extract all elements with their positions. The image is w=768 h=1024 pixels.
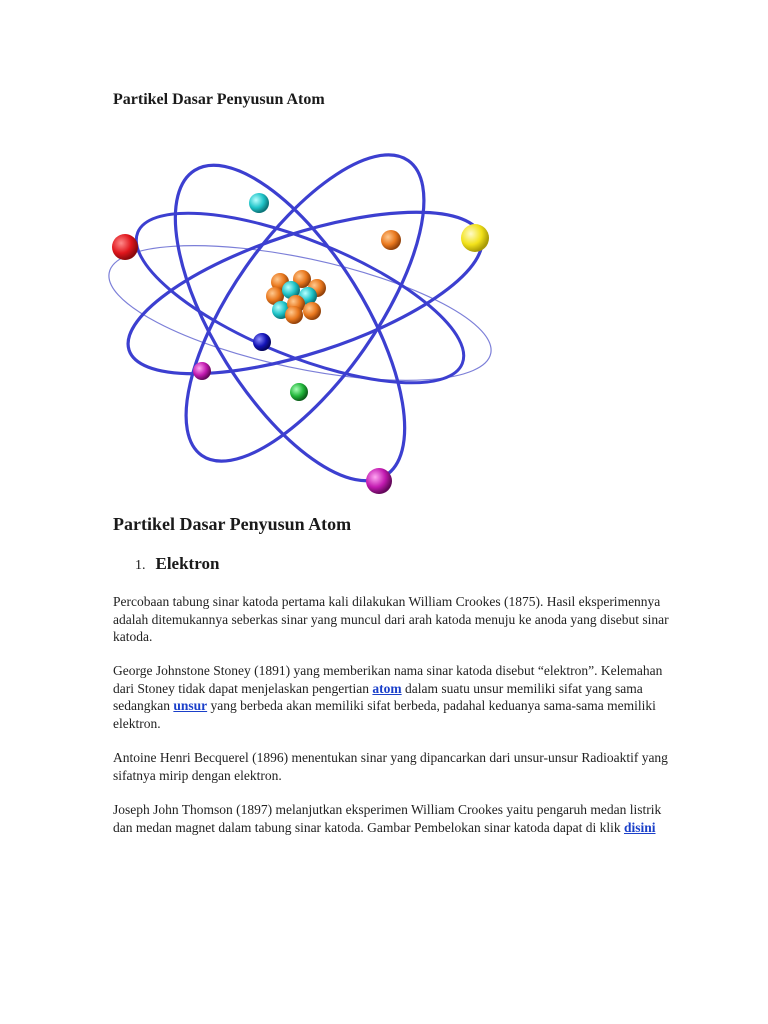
atom-model-figure [105,118,505,506]
disini-link[interactable]: disini [623,819,656,835]
section-heading: Partikel Dasar Penyusun Atom [113,514,352,534]
list-item-elektron [135,554,219,574]
paragraph-becquerel-text: Antoine Henri Becquerel (1896) menentukan sinar yang dipancarkan dari unsur-unsur Radioaktif yang sifatnya mirip dengan elektron. [113,750,668,783]
electron-red [112,234,138,260]
list-label: Elektron [155,554,220,573]
paragraph-crookes-text: Percobaan tabung sinar katoda pertama kali dilakukan William Crookes (1875). Hasil eksperimennya adalah ditemukannya seberkas sinar yang muncul dari arah katoda menuju ke anoda yang disebut sinar katoda. [113,594,669,644]
paragraph-stoney-text-2: dalam suatu unsur memiliki sifat yang sama sedangkan [113,680,643,713]
atom-link[interactable]: atom [372,680,402,696]
nucleus [266,270,326,324]
paragraph-thomson [113,801,673,836]
paragraph-thomson-text: Joseph John Thomson (1897) melanjutkan eksperimen William Crookes yaitu pengaruh medan listrik dan medan magnet dalam tabung sinar katoda. Gambar Pembelokan sinar katoda dapat di klik [113,802,662,835]
electron-teal [249,193,269,213]
top-title: Partikel Dasar Penyusun Atom [113,91,325,108]
list-number: 1. [135,558,146,573]
electron-magenta-small [193,362,211,380]
electron-green [290,383,308,401]
atom-model-svg [105,118,505,506]
electron-magenta-large [366,468,392,494]
paragraph-stoney-text-3: yang berbeda akan memiliki sifat berbeda, padahal keduanya sama-sama memiliki elektron. [113,698,656,731]
paragraph-crookes [113,593,673,646]
paragraph-stoney-text-1: George Johnstone Stoney (1891) yang memberikan nama sinar katoda disebut “elektron”. Kelemahan dari Stoney tidak dapat menjelaskan pengertian [113,663,663,696]
electron-orange [381,230,401,250]
paragraph-becquerel [113,749,673,784]
electron-yellow [461,224,489,252]
electron-blue [253,333,271,351]
unsur-link[interactable]: unsur [173,698,208,713]
paragraph-stoney [113,662,673,732]
